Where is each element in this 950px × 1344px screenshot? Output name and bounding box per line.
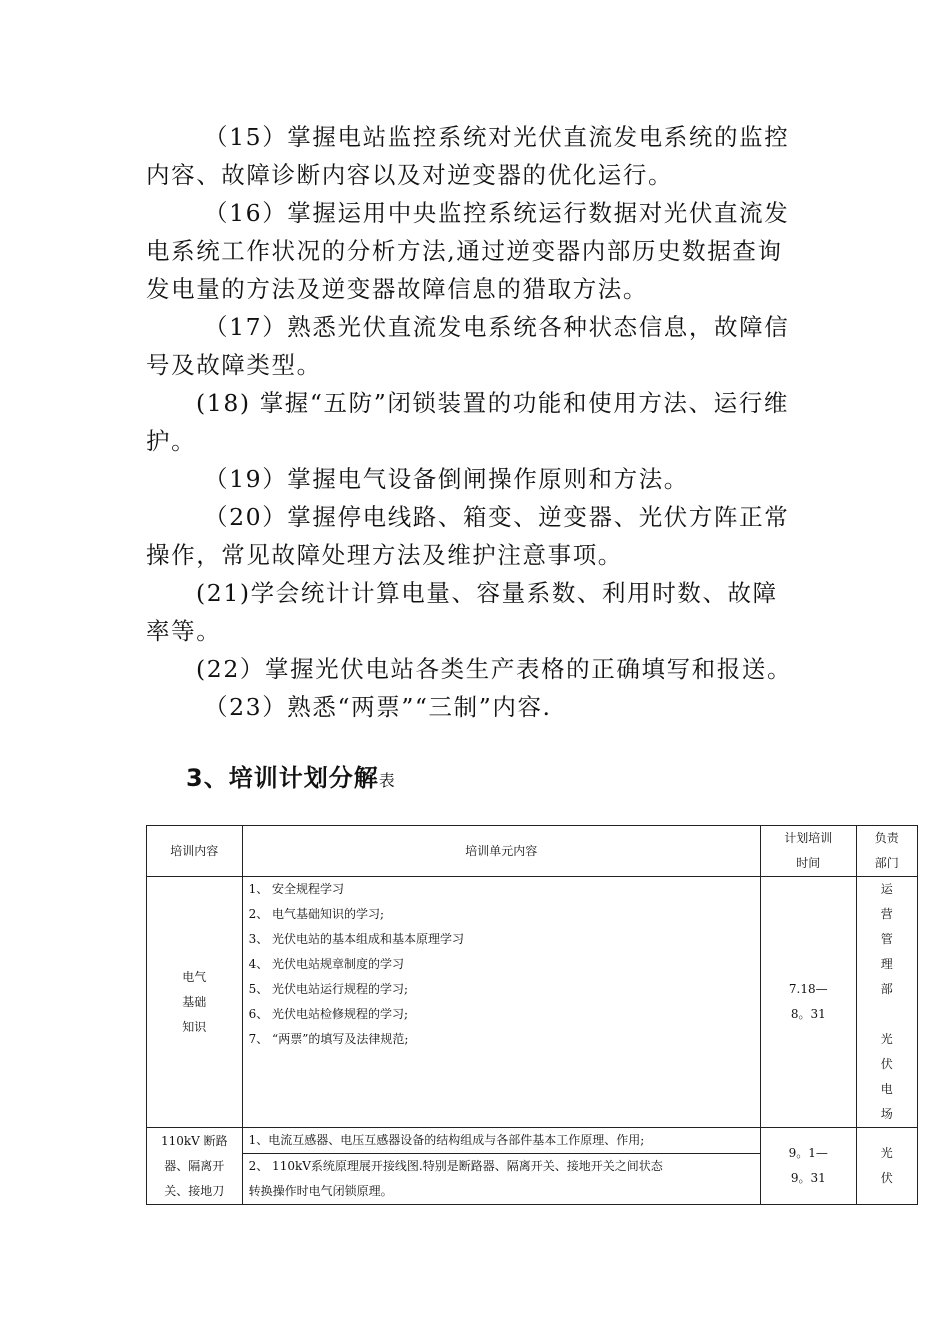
header-training-units: 培训单元内容 (242, 826, 760, 877)
list-item: 2、 110kV系统原理展开接线图.特别是断路器、隔离开关、接地开关之间状态 (248, 1159, 663, 1173)
list-item: 3、 光伏电站的基本组成和基本原理学习 (248, 932, 465, 946)
paragraph-22: (22）掌握光伏电站各类生产表格的正确填写和报送。 (196, 655, 793, 683)
paragraph-15: （15）掌握电站监控系统对光伏直流发电系统的监控内容、故障诊断内容以及对逆变器的优化运行。 (146, 123, 790, 189)
list-item: 4、 光伏电站规章制度的学习 (248, 957, 405, 971)
row2-department: 光 伏 (856, 1128, 917, 1205)
header-department: 负责 部门 (856, 826, 917, 877)
section-title: 3、培训计划分解表 (186, 764, 396, 792)
row1-department: 运 营 管 理 部 光 伏 电 场 (856, 877, 917, 1128)
row1-training-content: 电气 基础 知识 (147, 877, 243, 1128)
list-item: 7、 “两票”的填写及法律规范; (248, 1032, 409, 1046)
paragraph-21: (21)学会统计计算电量、容量系数、利用时数、故障率等。 (146, 579, 778, 645)
training-plan-table (146, 825, 918, 1205)
list-item-continued: 转换操作时电气闭锁原理。 (248, 1184, 393, 1198)
paragraph-17: （17）熟悉光伏直流发电系统各种状态信息，故障信号及故障类型。 (146, 313, 790, 379)
row2-plan-time: 9。1— 9。31 (760, 1128, 856, 1205)
table-header-row (147, 826, 918, 877)
row1-plan-time: 7.18— 8。31 (760, 877, 856, 1128)
row2-training-units (242, 1128, 760, 1205)
paragraph-20: （20）掌握停电线路、箱变、逆变器、光伏方阵正常操作，常见故障处理方法及维护注意事项。 (146, 503, 790, 569)
paragraph-16: （16）掌握运用中央监控系统运行数据对光伏直流发电系统工作状况的分析方法,通过逆变器内部历史数据查询发电量的方法及逆变器故障信息的猎取方法。 (146, 199, 790, 303)
row1-training-units (242, 877, 760, 1128)
list-item: 6、 光伏电站检修规程的学习; (248, 1007, 409, 1021)
list-item: 1、 安全规程学习 (248, 882, 345, 896)
paragraph-23: （23）熟悉“两票”“三制”内容. (204, 693, 552, 721)
list-item: 2、 电气基础知识的学习; (248, 907, 385, 921)
section-title-suffix: 表 (378, 771, 396, 790)
header-plan-time: 计划培训 时间 (760, 826, 856, 877)
table-row (147, 877, 918, 1128)
list-item: 5、 光伏电站运行规程的学习; (248, 982, 409, 996)
paragraph-19: （19）掌握电气设备倒闸操作原则和方法。 (204, 465, 689, 493)
row2-training-content: 110kV 断路 器、隔离开 关、接地刀 (147, 1128, 243, 1205)
list-item: 1、电流互感器、电压互感器设备的结构组成与各部件基本工作原理、作用; (248, 1133, 645, 1147)
paragraph-18: (18) 掌握“五防”闭锁装置的功能和使用方法、运行维护。 (146, 389, 789, 455)
table-row (147, 1128, 918, 1205)
header-training-content: 培训内容 (147, 826, 243, 877)
